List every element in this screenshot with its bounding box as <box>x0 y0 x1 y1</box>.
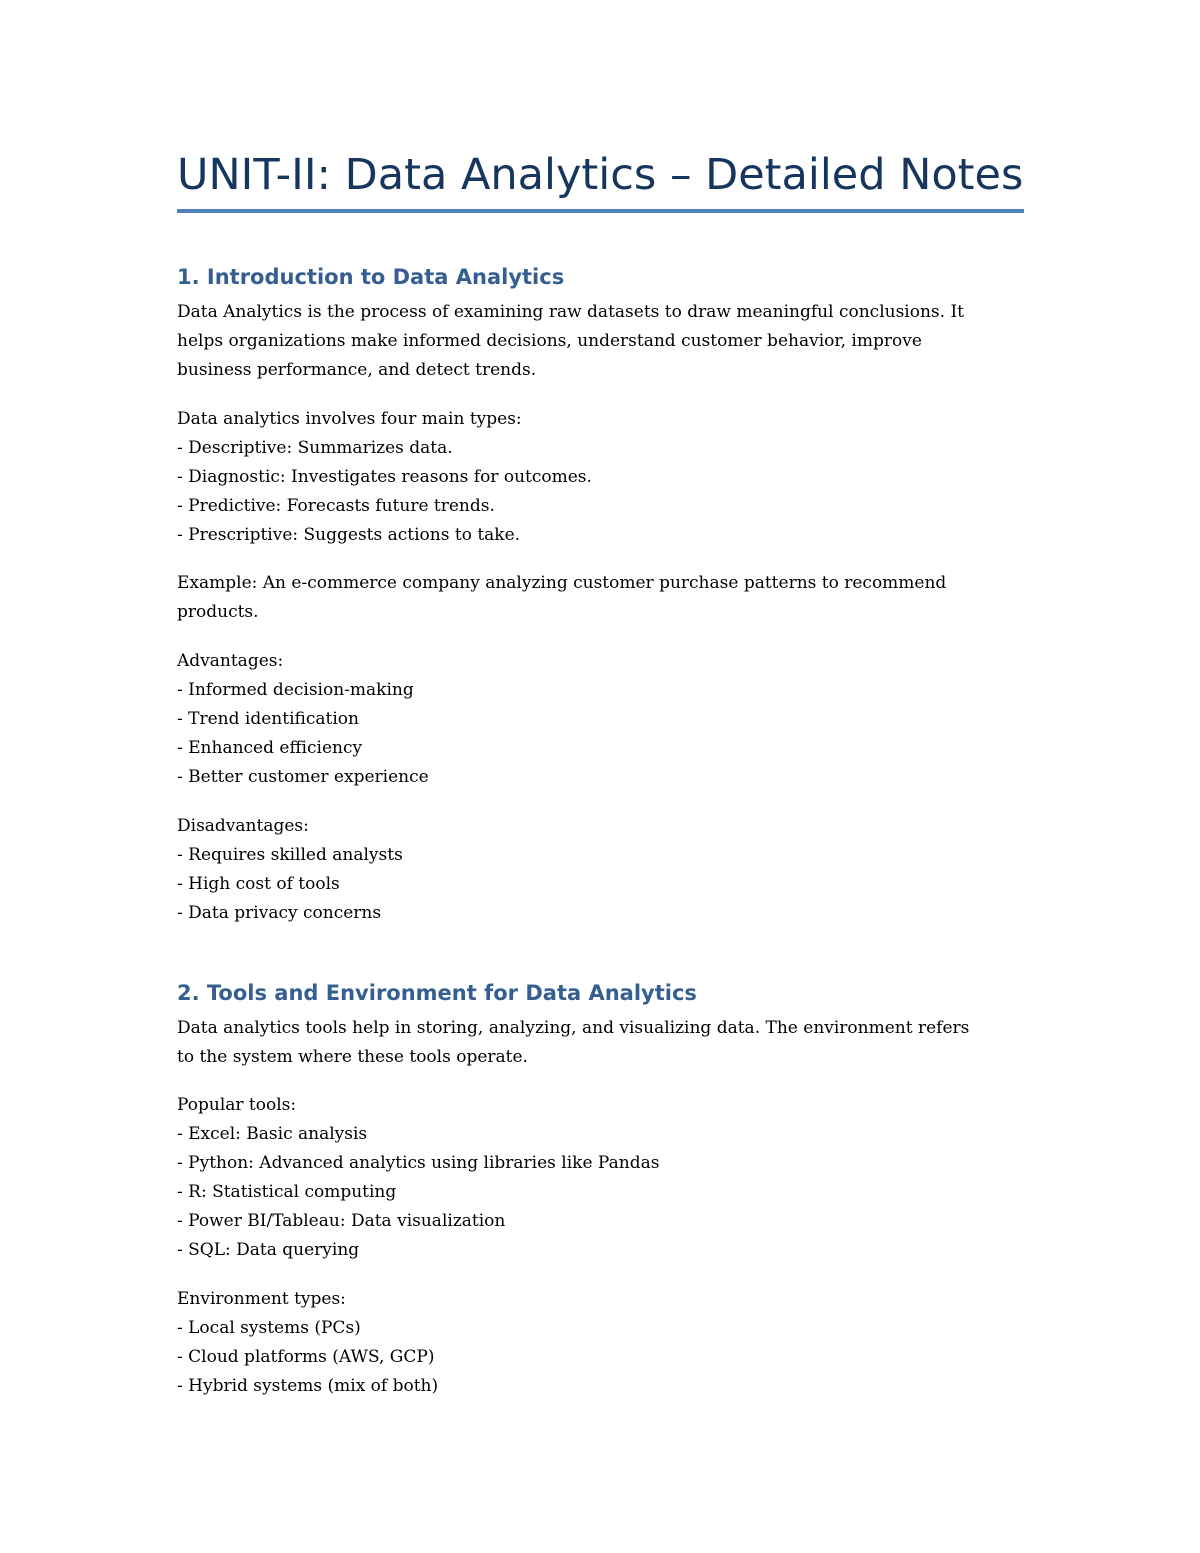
text-line: helps organizations make informed decisions, understand customer behavior, improve <box>177 331 922 351</box>
title-underline <box>177 209 1024 213</box>
text-line: products. <box>177 602 259 622</box>
list-item: - Descriptive: Summarizes data. <box>177 438 453 458</box>
list-intro: Disadvantages: <box>177 816 309 836</box>
list-item: - Informed decision-making <box>177 680 414 700</box>
text-line: Example: An e-commerce company analyzing customer purchase patterns to recommend <box>177 573 947 593</box>
list-item: - Requires skilled analysts <box>177 845 403 865</box>
disadvantages-list <box>177 812 1027 928</box>
list-item: - Hybrid systems (mix of both) <box>177 1376 439 1396</box>
text-line: to the system where these tools operate. <box>177 1047 528 1067</box>
list-intro: Environment types: <box>177 1289 346 1309</box>
list-item: - SQL: Data querying <box>177 1240 360 1260</box>
list-item: - Trend identification <box>177 709 359 729</box>
list-item: - R: Statistical computing <box>177 1182 397 1202</box>
list-intro: Advantages: <box>177 651 284 671</box>
list-item: - Predictive: Forecasts future trends. <box>177 496 495 516</box>
section-heading: 1. Introduction to Data Analytics <box>177 265 565 289</box>
environment-list <box>177 1285 1027 1401</box>
paragraph <box>177 1014 1027 1072</box>
list-item: - Cloud platforms (AWS, GCP) <box>177 1347 435 1367</box>
list-item: - Python: Advanced analytics using libraries like Pandas <box>177 1153 660 1173</box>
list-item: - High cost of tools <box>177 874 340 894</box>
advantages-list <box>177 647 1027 792</box>
paragraph <box>177 298 1027 385</box>
text-line: business performance, and detect trends. <box>177 360 537 380</box>
text-line: Data analytics tools help in storing, analyzing, and visualizing data. The environment refers <box>177 1018 970 1038</box>
types-list <box>177 405 1027 550</box>
example-paragraph <box>177 569 1027 627</box>
list-intro: Popular tools: <box>177 1095 297 1115</box>
section-heading: 2. Tools and Environment for Data Analytics <box>177 981 697 1005</box>
list-item: - Excel: Basic analysis <box>177 1124 368 1144</box>
page-title: UNIT-II: Data Analytics – Detailed Notes <box>177 150 1024 200</box>
list-item: - Diagnostic: Investigates reasons for outcomes. <box>177 467 592 487</box>
list-item: - Local systems (PCs) <box>177 1318 361 1338</box>
list-item: - Power BI/Tableau: Data visualization <box>177 1211 506 1231</box>
list-item: - Data privacy concerns <box>177 903 382 923</box>
list-item: - Enhanced efficiency <box>177 738 363 758</box>
list-item: - Prescriptive: Suggests actions to take. <box>177 525 521 545</box>
list-item: - Better customer experience <box>177 767 429 787</box>
tools-list <box>177 1091 1027 1265</box>
list-intro: Data analytics involves four main types: <box>177 409 522 429</box>
text-line: Data Analytics is the process of examining raw datasets to draw meaningful conclusions. It <box>177 302 964 322</box>
